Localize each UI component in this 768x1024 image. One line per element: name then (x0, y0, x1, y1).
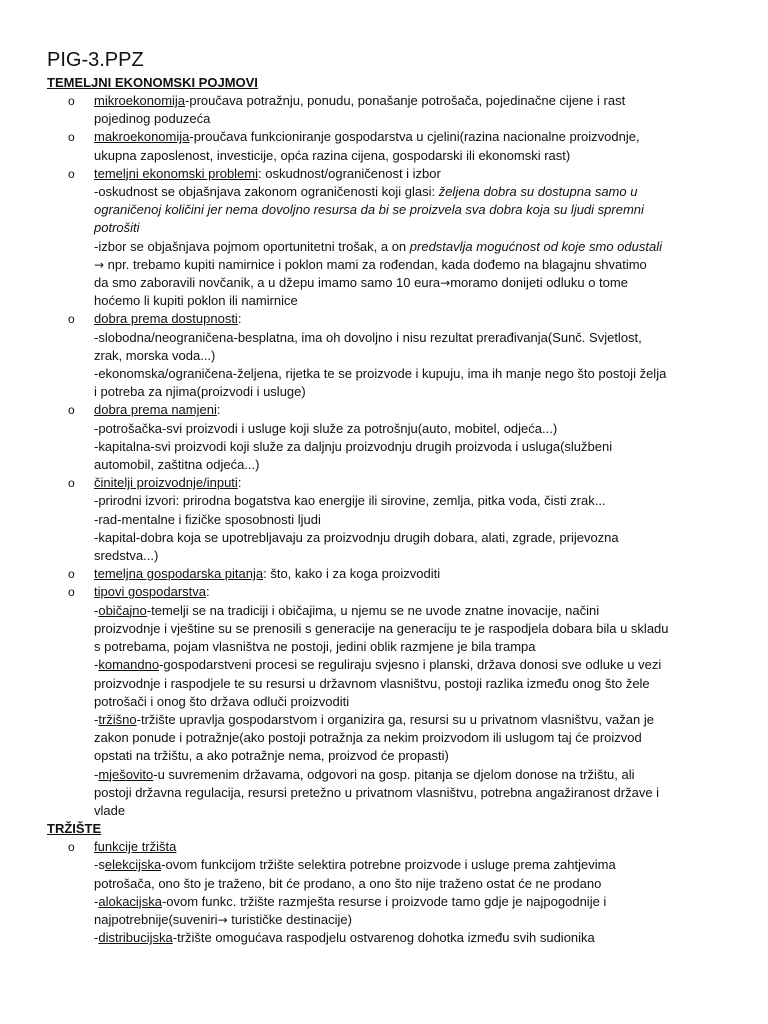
term-label: tržišno (98, 711, 137, 727)
text-run: ukupna zaposlenost, investicije, opća razina cijena, gospodarski ili ekonomski rast) (94, 147, 571, 163)
text-line (94, 238, 727, 256)
bullet-marker: o (68, 166, 75, 181)
term-label: mješovito (98, 766, 154, 782)
text-line (94, 675, 727, 693)
text-run: : oskudnost/ograničenost i izbor (258, 165, 441, 181)
text-run: -prirodni izvori: prirodna bogatstva kao energije ili sirovine, zemlja, pitka voda, čisti zrak... (94, 493, 606, 509)
text-run: -proučava potražnju, ponudu, ponašanje potrošača, pojedinačne cijene i rast (185, 93, 626, 108)
text-run: proizvodnje i raspodjele te su resursi u državnom vlasništvu, postoji razlika između onog što žele (94, 675, 650, 691)
text-run: -tržište upravlja gospodarstvom i organizira ga, resursi su u privatnom vlasništvu, važan je (136, 711, 654, 727)
bullet-marker: o (68, 94, 75, 108)
text-run: sredstva...) (94, 548, 159, 564)
text-line (94, 747, 727, 765)
term-label: makroekonomija (94, 129, 190, 145)
bullet-marker: o (68, 476, 75, 491)
text-run: zakon ponude i potražnje(ako postoji potražnja za nekim proizvodom ili uslugom taj će proizvod (94, 730, 642, 746)
text-run: vlade (94, 802, 126, 818)
text-line (94, 656, 727, 674)
text-line (94, 92, 727, 110)
text-line (94, 165, 727, 183)
term-label: funkcije tržišta (94, 839, 177, 855)
text-line (94, 784, 727, 802)
text-run: da smo zaboravili novčanik, a u džepu imamo samo 10 eura (94, 275, 441, 291)
text-run: -rad-mentalne i fizičke sposobnosti ljudi (94, 511, 321, 527)
text-line (94, 929, 727, 947)
text-run: -temelji se na tradiciji i običajima, u njemu se ne uvode znatne inovacije, načini (146, 602, 600, 618)
text-line (94, 365, 727, 383)
text-line (94, 565, 727, 583)
text-run: -u suvremenim državama, odgovori na gosp. pitanja se djelom donose na tržištu, ali (153, 766, 635, 782)
text-line (94, 128, 727, 146)
bullet-marker: o (68, 567, 75, 582)
text-line (94, 856, 727, 874)
text-run: moramo donijeti odluku o tome (450, 275, 628, 291)
text-run: automobil, zaštitna odjeća...) (94, 457, 260, 473)
text-line (94, 711, 727, 729)
document-page (47, 48, 727, 947)
text-run: -izbor se objašnjava pojmom oportunitetni trošak, a on (94, 238, 410, 254)
bullet-marker: o (68, 130, 75, 145)
text-run: : (237, 311, 242, 327)
text-run: -kapitalna-svi proizvodi koji služe za daljnju proizvodnju drugih proizvoda i usluga(službeni (94, 438, 613, 454)
document-body (47, 74, 727, 947)
text-run: turističke destinacije) (227, 911, 352, 927)
bullet-marker: o (68, 585, 75, 600)
text-run: : (237, 475, 242, 491)
text-run: proizvodnje i vještine su se prenosili s generacije na generaciju te je raspodjela dobara bila u skladu (94, 620, 669, 636)
term-label: temeljna gospodarska pitanja (94, 566, 264, 582)
text-run: -proučava funkcioniranje gospodarstva u cjelini(razina nacionalne proizvodnje, (189, 129, 640, 145)
arrow-right-icon: → (217, 912, 228, 927)
section-heading: TEMELJNI EKONOMSKI POJMOVI (47, 75, 258, 90)
list-item (47, 310, 727, 401)
text-run: najpotrebnije(suveniri (94, 911, 218, 927)
text-line (94, 492, 727, 510)
text-line (94, 438, 727, 456)
text-run: pojedinog poduzeća (94, 111, 211, 127)
term-label: mikroekonomija (94, 93, 186, 108)
term-label: običajno (98, 602, 147, 618)
section-heading: TRŽIŠTE (47, 821, 102, 837)
text-run: hoćemo li kupiti poklon ili namirnice (94, 293, 298, 309)
term-label: komandno (98, 657, 160, 673)
text-run: npr. trebamo kupiti namirnice i poklon mami za rođendan, kada dođemo na blagajnu shvatimo (104, 256, 647, 272)
text-run: - (94, 602, 99, 618)
text-run: zrak, morska voda...) (94, 347, 216, 363)
list-item (47, 92, 727, 128)
text-line (94, 329, 727, 347)
term-label: dobra prema namjeni (94, 402, 217, 418)
text-line (94, 547, 727, 565)
text-run: postoji državna regulacija, resursi pretežno u privatnom vlasništvu, potrebna angažiranost države i (94, 784, 660, 800)
text-run: -slobodna/neograničena-besplatna, ima oh dovoljno i nisu rezultat prerađivanja(Sunč. Svjetlost, (94, 329, 642, 345)
text-run: : (206, 584, 210, 600)
text-line (94, 802, 727, 820)
text-run: -tržište omogućava raspodjelu ostvarenog dohotka između svih sudionika (172, 930, 595, 946)
text-run: s potrebama, pojam vlasništva ne postoji, jedini oblik razmjene je bila trampa (94, 639, 536, 655)
text-line (94, 383, 727, 401)
bullet-marker: o (68, 312, 75, 327)
text-line (94, 766, 727, 784)
text-line (94, 693, 727, 711)
text-line (94, 911, 727, 929)
text-line (94, 583, 727, 601)
text-line (94, 529, 727, 547)
text-run: potrošača, ono što je traženo, bit će prodano, a ono što nije traženo ostat će ne prodano (94, 875, 602, 891)
text-line (94, 347, 727, 365)
text-line (94, 420, 727, 438)
list-item (47, 401, 727, 474)
text-run: -oskudnost se objašnjava zakonom ograničenosti koji glasi: (94, 184, 439, 200)
text-line (94, 292, 727, 310)
text-line (94, 474, 727, 492)
term-label: činitelji proizvodnje/inputi (94, 475, 238, 491)
text-line (94, 201, 727, 219)
text-run: - (94, 711, 99, 727)
arrow-right-icon: → (440, 276, 451, 291)
text-line (94, 511, 727, 529)
text-line (94, 838, 727, 856)
text-run: -s (94, 857, 105, 873)
text-line (94, 110, 727, 128)
text-line (94, 875, 727, 893)
list-item (47, 583, 727, 820)
term-label: temeljni ekonomski problemi (94, 165, 259, 181)
text-line (94, 602, 727, 620)
text-run: željena dobra su dostupna samo u (438, 184, 638, 200)
list-item (47, 128, 727, 164)
text-run: potrošiti (94, 220, 140, 236)
text-run: opstati na tržištu, a ako potražnje nema, proizvod će propasti) (94, 748, 449, 764)
text-line (94, 183, 727, 201)
text-run: -kapital-dobra koja se upotrebljavaju za proizvodnju drugih dobara, alati, zgrade, prijevozna (94, 529, 619, 545)
text-run: : (216, 402, 221, 418)
arrow-right-icon: → (94, 257, 105, 272)
text-run: potrošači i onog što država odluči proizvoditi (94, 693, 350, 709)
list-item (47, 474, 727, 565)
text-line (94, 893, 727, 911)
text-run: - (94, 766, 99, 782)
bullet-marker: o (68, 403, 75, 418)
list-item (47, 565, 727, 583)
text-run: -ovom funkcijom tržište selektira potrebne proizvode i usluge prema zahtjevima (161, 857, 616, 873)
text-run: - (94, 657, 99, 673)
text-run: -ekonomska/ograničena-željena, rijetka te se proizvode i kupuju, ima ih manje nego što postoji želja (94, 366, 667, 382)
text-line (94, 310, 727, 328)
text-line (94, 219, 727, 237)
text-line (94, 729, 727, 747)
text-line (94, 401, 727, 419)
document-title: PIG-3.PPZ (47, 49, 144, 71)
term-label: elekcijska (104, 857, 162, 873)
text-run: ograničenoj količini jer nema dovoljno resursa da bi se proizvela sva dobra koja su ljudi spremni (94, 202, 644, 218)
term-label: distribucijska (98, 930, 173, 946)
text-run: - (94, 930, 99, 946)
list-item (47, 165, 727, 311)
text-line (94, 256, 727, 274)
text-run: - (94, 893, 99, 909)
bullet-marker: o (68, 840, 75, 855)
text-line (94, 147, 727, 165)
text-run: i potreba za njima(proizvodi i usluge) (94, 384, 306, 400)
term-label: dobra prema dostupnosti (94, 311, 238, 327)
text-run: -potrošačka-svi proizvodi i usluge koji služe za potrošnju(auto, mobitel, odjeća...) (94, 420, 558, 436)
text-line (94, 274, 727, 292)
term-label: alokacijska (98, 893, 162, 909)
text-run: -gospodarstveni procesi se reguliraju svjesno i planski, država donosi sve odluke u vezi (159, 657, 662, 673)
list-item (47, 838, 727, 947)
text-run: -ovom funkc. tržište razmješta resurse i proizvode tamo gdje je najpogodnije i (161, 893, 607, 909)
text-line (94, 638, 727, 656)
text-line (94, 620, 727, 638)
text-run: predstavlja mogućnost od koje smo odustali (409, 238, 662, 254)
text-run: : što, kako i za koga proizvoditi (263, 566, 441, 582)
term-label: tipovi gospodarstva (94, 584, 207, 600)
text-line (94, 456, 727, 474)
